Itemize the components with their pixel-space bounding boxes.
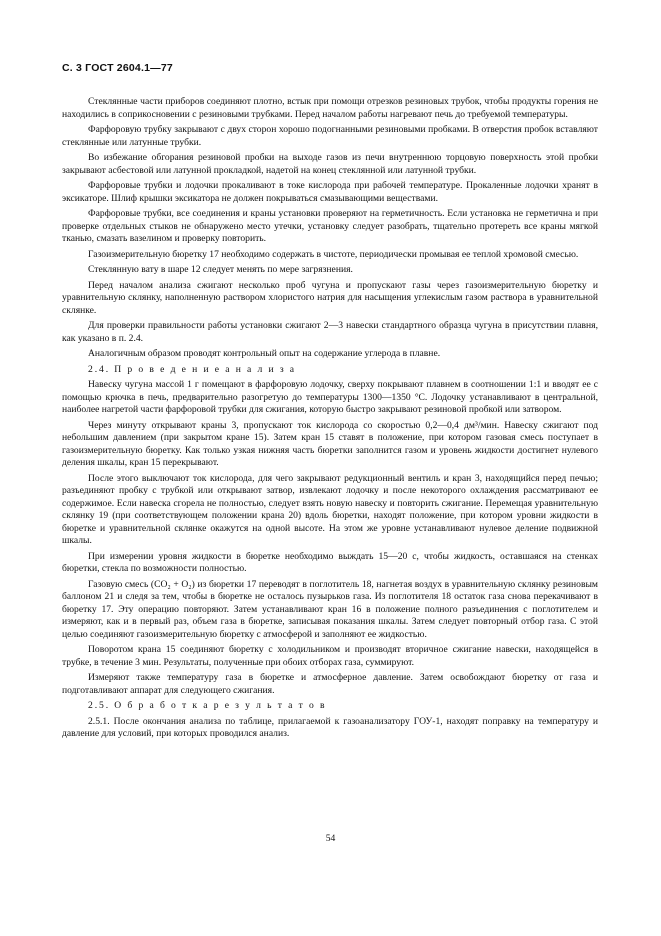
paragraph: Газоизмерительную бюретку 17 необходимо содержать в чистоте, периодически промывая ее теплой хромовой смесью.	[88, 248, 579, 260]
paragraph: Фарфоровые трубки и лодочки прокаливают в токе кислорода при рабочей температуре. Прокаленные лодочки хранят в эксикаторе. Шлиф крышки эксикатора не должен покрываться смазывающими веществами.	[62, 180, 598, 204]
paragraph: Во избежание обгорания резиновой пробки на выходе газов из печи внутреннюю торцовую поверхность этой пробки закрывают асбестовой или латунной прокладкой, надетой на конец стеклянной или латунной трубки.	[62, 152, 598, 176]
paragraph: Для проверки правильности работы установки сжигают 2—3 навески стандартного образца чугуна в присутствии плавня, как указано в п. 2.4.	[62, 320, 598, 344]
paragraph: Через минуту открывают краны 3, пропускают ток кислорода со скоростью 0,2—0,4 дм³/мин. Навеску сжигают под небольшим давлением (при закрытом кране 15). Затем кран 15 ставят в положение, при котором газовая смесь поступает в газоизмерительную бюретку. Как только узкая нижняя часть бюретки заполнится газом и уровень жидкости достигнет нулевого деления шкалы, кран 15 перекрывают.	[62, 419, 598, 468]
paragraph: 2.5.1. После окончания анализа по таблице, прилагаемой к газоанализатору ГОУ-1, находят поправку на температуру и давление для условий, при которых проводился анализ.	[62, 715, 598, 739]
section-heading-analysis: 2.4. П р о в е д е н и е а н а л и з а	[88, 363, 296, 375]
paragraph: Газовую смесь (CO₂ + O₂) из бюретки 17 переводят в поглотитель 18, нагнетая воздух в уравнительную склянку резиновым баллоном 21 и следя за тем, чтобы в бюретке не осталось пузырьков газа. Из поглотителя 18 остаток газа снова перекачивают в бюретку 17. Эту операцию повторяют. Затем устанавливают кран 16 в положение полного разъединения с поглотителем и измеряют, как и в первый раз, объем газа в бюретке, записывая показания шкалы. Затем следует повторный отбор газа. С этой целью соединяют газоизмерительную бюретку с атмосферой и заполняют ее жидкостью.	[62, 578, 598, 640]
paragraph: Стеклянные части приборов соединяют плотно, встык при помощи отрезков резиновых трубок, чтобы продукты горения не находились в соприкосновении с резиновыми трубками. Перед началом работы нагревают печь до требуемой температуры.	[62, 96, 598, 120]
paragraph: После этого выключают ток кислорода, для чего закрывают редукционный вентиль и кран 3, находящийся перед печью; разъединяют пробку с трубкой или открывают затвор, извлекают лодочку и после некоторого охлаждения рассматривают ее содержимое. Если навеска сгорела не полностью, следует взять новую навеску и повторить сжигание. Перемещая уравнительную склянку 19 (при соответствующем положении крана 20) вдоль бюретки, находят положение, при котором уровни жидкости в бюретке и уравнительной склянке окажутся на одной высоте. На этом же уровне устанавливают нулевое деление подвижной шкалы.	[62, 472, 598, 546]
page-header: С. 3 ГОСТ 2604.1—77	[62, 62, 173, 74]
section-heading-results: 2.5. О б р а б о т к а р е з у л ь т а т о в	[88, 700, 327, 711]
document-page	[62, 62, 598, 744]
paragraph: Навеску чугуна массой 1 г помещают в фарфоровую лодочку, сверху покрывают плавнем в соотношении 1:1 и вводят ее с помощью крючка в печь, предварительно разогретую до температуры 1300—1350 °С. Лодочку устанавливают в центральной, наиболее нагретой части фарфоровой трубки для сжигания, которую быстро закрывают резиновой пробкой или затвором.	[62, 379, 598, 415]
paragraph: Перед началом анализа сжигают несколько проб чугуна и пропускают газы через газоизмерительную бюретку и уравнительную склянку, наполненную раствором хлористого натрия для насыщения углекислым газом раствора в уравнительной склянке.	[62, 279, 598, 316]
paragraph: При измерении уровня жидкости в бюретке необходимо выждать 15—20 с, чтобы жидкость, оставшаяся на стенках бюретки, стекла по возможности полностью.	[62, 550, 598, 574]
page-number: 54	[325, 833, 336, 844]
document-body	[62, 96, 598, 741]
paragraph: Поворотом крана 15 соединяют бюретку с холодильником и производят вторичное сжигание навески, находящейся в трубке, в течение 3 мин. Результаты, полученные при обоих отборах газа, суммируют.	[62, 644, 598, 668]
paragraph: Фарфоровую трубку закрывают с двух сторон хорошо подогнанными резиновыми пробками. В отверстия пробок вставляют стеклянные или латунные трубки.	[62, 124, 598, 148]
paragraph: Измеряют также температуру газа в бюретке и атмосферное давление. Затем освобождают бюретку от газа и подготавливают аппарат для следующего сжигания.	[62, 672, 598, 696]
paragraph: Аналогичным образом проводят контрольный опыт на содержание углерода в плавне.	[88, 348, 441, 359]
paragraph: Фарфоровые трубки, все соединения и краны установки проверяют на герметичность. Если установка не герметична и при проверке отдельных стыков не обнаружено место утечки, установку следует разобрать, тщательно протереть все краны мягкой тканью, смазать вазелином и проверку повторить.	[62, 208, 598, 244]
paragraph: Стеклянную вату в шаре 12 следует менять по мере загрязнения.	[88, 264, 353, 275]
